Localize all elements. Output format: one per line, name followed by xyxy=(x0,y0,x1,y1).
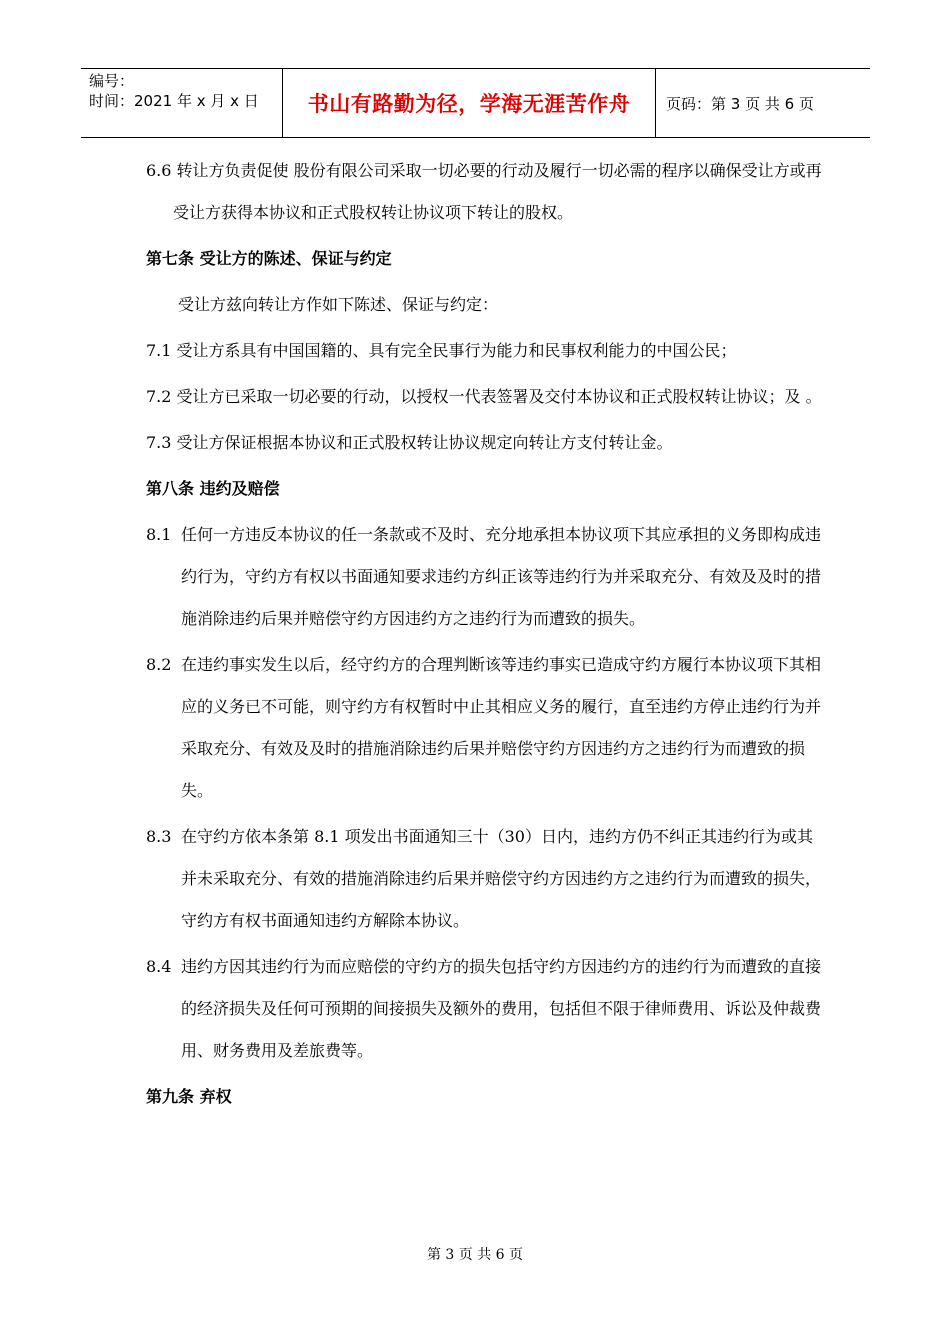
clause-7-1: 7.1 受让方系具有中国国籍的、具有完全民事行为能力和民事权利能力的中国公民； xyxy=(146,341,737,360)
clause-8-4 xyxy=(146,946,826,1072)
document-date-label: 时间：2021 年 x 月 x 日 xyxy=(89,92,259,110)
header-info xyxy=(81,69,283,137)
clause-number: 8.4 xyxy=(146,957,172,976)
article-7-intro: 受让方兹向转让方作如下陈述、保证与约定： xyxy=(178,295,499,314)
clause-8-3 xyxy=(146,816,826,942)
document-number-label: 编号： xyxy=(89,72,135,90)
page-header xyxy=(81,68,870,138)
header-page-number: 页码：第 3 页 共 6 页 xyxy=(666,94,814,113)
clause-text: 在违约事实发生以后，经守约方的合理判断该等违约事实已造成守约方履行本协议项下其相应的义务已不可能，则守约方有权暂时中止其相应义务的履行，直至违约方停止违约行为并采取充分、有效及及时的措施消除违约后果并赔偿守约方因违约方之违约行为而遭致的损失。 xyxy=(181,655,822,800)
clause-number: 8.3 xyxy=(146,827,172,846)
clause-text: 违约方因其违约行为而应赔偿的守约方的损失包括守约方因违约方的违约行为而遭致的直接的经济损失及任何可预期的间接损失及额外的费用，包括但不限于律师费用、诉讼及仲裁费用、财务费用及差旅费等。 xyxy=(181,957,822,1060)
clause-text: 任何一方违反本协议的任一条款或不及时、充分地承担本协议项下其应承担的义务即构成违约行为，守约方有权以书面通知要求违约方纠正该等违约行为并采取充分、有效及及时的措施消除违约后果并赔偿守约方因违约方之违约行为而遭致的损失。 xyxy=(181,525,822,628)
article-8-heading: 第八条 违约及赔偿 xyxy=(146,479,280,498)
document-body xyxy=(146,150,826,1118)
clause-7-2: 7.2 受让方已采取一切必要的行动，以授权一代表签署及交付本协议和正式股权转让协议；及 。 xyxy=(146,387,822,406)
clause-number: 8.1 xyxy=(146,525,172,544)
clause-7-3: 7.3 受让方保证根据本协议和正式股权转让协议规定向转让方支付转让金。 xyxy=(146,433,673,452)
clause-text: 在守约方依本条第 8.1 项发出书面通知三十（30）日内，违约方仍不纠正其违约行为或其并未采取充分、有效的措施消除违约后果并赔偿守约方因违约方之违约行为而遭致的损失，守约方有权书面通知违约方解除本协议。 xyxy=(181,827,822,930)
article-9-heading: 第九条 弃权 xyxy=(146,1087,232,1106)
article-7-heading: 第七条 受让方的陈述、保证与约定 xyxy=(146,249,392,268)
header-motto: 书山有路勤为径，学海无涯苦作舟 xyxy=(283,69,656,137)
clause-8-2 xyxy=(146,644,826,812)
clause-8-1 xyxy=(146,514,826,640)
clause-number: 8.2 xyxy=(146,655,172,674)
clause-6-6: 6.6 转让方负责促使 股份有限公司采取一切必要的行动及履行一切必需的程序以确保受让方或再受让方获得本协议和正式股权转让协议项下转让的股权。 xyxy=(146,161,822,222)
page-footer: 第 3 页 共 6 页 xyxy=(426,1247,524,1263)
